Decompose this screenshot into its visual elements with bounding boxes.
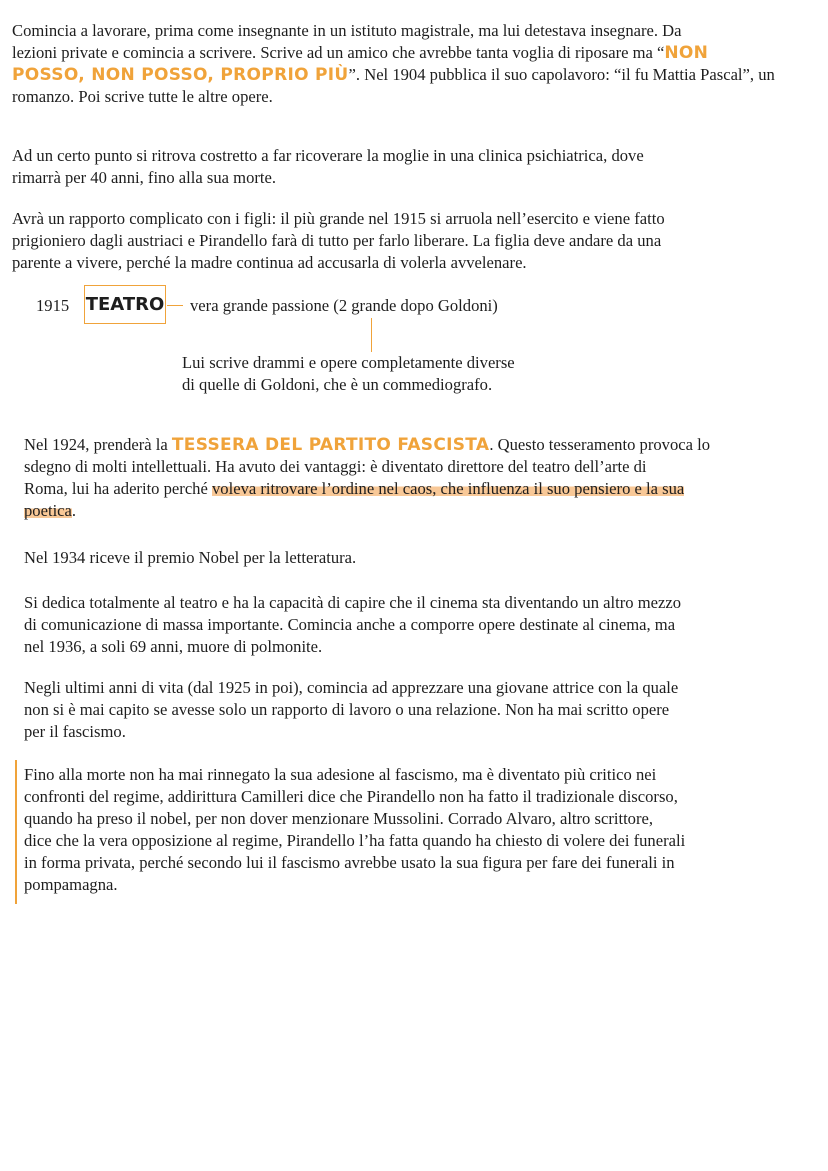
paragraph-opposition (24, 764, 685, 896)
highlighted-text: voleva ritrovare l’ordine nel caos, che influenza il suo pensiero e la sua (212, 479, 685, 498)
text-line: quando ha preso il nobel, per non dover menzionare Mussolini. Corrado Alvaro, altro scrittore, (24, 809, 654, 828)
teatro-description: vera grande passione (2 grande dopo Goldoni) (190, 296, 498, 315)
highlighted-text: poetica (24, 501, 72, 520)
text-line: Ad un certo punto si ritrova costretto a far ricoverare la moglie in una clinica psichiatrica, dove (12, 146, 644, 165)
text-line: non si è mai capito se avesse solo un rapporto di lavoro o una relazione. Non ha mai scritto opere (24, 700, 670, 719)
text-line: parente a vivere, perché la madre continua ad accusarla di volerla avvelenare. (12, 253, 527, 272)
text-line: poetica. (24, 501, 77, 520)
teatro-note (182, 352, 515, 396)
text-line: Avrà un rapporto complicato con i figli: il più grande nel 1915 si arruola nell’esercito e viene fatto (12, 209, 665, 228)
paragraph-cinema (24, 592, 681, 658)
connector-line (167, 305, 183, 306)
text-line: per il fascismo. (24, 722, 126, 741)
text-line: prigioniero dagli austriaci e Pirandello farà di tutto per farlo liberare. La figlia deve andare da una (12, 231, 662, 250)
text-line: Nel 1924, prenderà la TESSERA DEL PARTITO FASCISTA. Questo tesseramento provoca lo (24, 435, 711, 455)
text-line: confronti del regime, addirittura Camilleri dice che Pirandello non ha fatto il tradizionale discorso, (24, 787, 678, 806)
text-line: Nel 1934 riceve il premio Nobel per la letteratura. (24, 548, 357, 567)
text-line: Lui scrive drammi e opere completamente diverse (182, 353, 515, 372)
teatro-label-box (84, 285, 166, 324)
paragraph-fascism (24, 434, 710, 522)
paragraph-career (12, 20, 775, 108)
quote-side-bar (15, 760, 17, 904)
connector-line-vertical (371, 318, 372, 352)
text-line: in forma privata, perché secondo lui il fascismo avrebbe usato la sua figura per fare dei funerali in (24, 853, 675, 872)
text-line: dice che la vera opposizione al regime, Pirandello l’ha fatta quando ha chiesto di volere dei funerali (24, 831, 686, 850)
accent-quote-start: NON (664, 43, 709, 63)
accent-tessera: TESSERA DEL PARTITO FASCISTA (171, 435, 490, 455)
paragraph-nobel (24, 547, 356, 569)
teatro-year: 1915 (36, 296, 70, 315)
accent-quote: POSSO, NON POSSO, PROPRIO PIÙ (12, 65, 349, 85)
text-line: rimarrà per 40 anni, fino alla sua morte. (12, 168, 277, 187)
text-line: di comunicazione di massa importante. Comincia anche a comporre opere destinate al cinema, ma (24, 615, 676, 634)
text-line: sdegno di molti intellettuali. Ha avuto dei vantaggi: è diventato direttore del teatro dell’arte di (24, 457, 647, 476)
teatro-label: TEATRO (85, 293, 165, 315)
text-line: Fino alla morte non ha mai rinnegato la sua adesione al fascismo, ma è diventato più critico nei (24, 765, 657, 784)
text-line: nel 1936, a soli 69 anni, muore di polmonite. (24, 637, 323, 656)
paragraph-wife (12, 145, 644, 189)
paragraph-last-years (24, 677, 678, 743)
text-line: Si dedica totalmente al teatro e ha la capacità di capire che il cinema sta diventando un altro mezzo (24, 593, 682, 612)
text-line: Negli ultimi anni di vita (dal 1925 in poi), comincia ad apprezzare una giovane attrice con la quale (24, 678, 679, 697)
text-line: Roma, lui ha aderito perché voleva ritrovare l’ordine nel caos, che influenza il suo pensiero e la sua (24, 479, 685, 498)
text-line: romanzo. Poi scrive tutte le altre opere. (12, 87, 273, 106)
paragraph-children (12, 208, 665, 274)
text-line: pompamagna. (24, 875, 118, 894)
text-line: POSSO, NON POSSO, PROPRIO PIÙ”. Nel 1904 pubblica il suo capolavoro: “il fu Mattia Pascal”, un (12, 65, 775, 85)
text-line: di quelle di Goldoni, che è un commediografo. (182, 375, 493, 394)
text-line: Comincia a lavorare, prima come insegnante in un istituto magistrale, ma lui detestava insegnare. Da (12, 21, 682, 40)
text-line: lezioni private e comincia a scrivere. Scrive ad un amico che avrebbe tanta voglia di riposare ma “NON (12, 43, 709, 63)
